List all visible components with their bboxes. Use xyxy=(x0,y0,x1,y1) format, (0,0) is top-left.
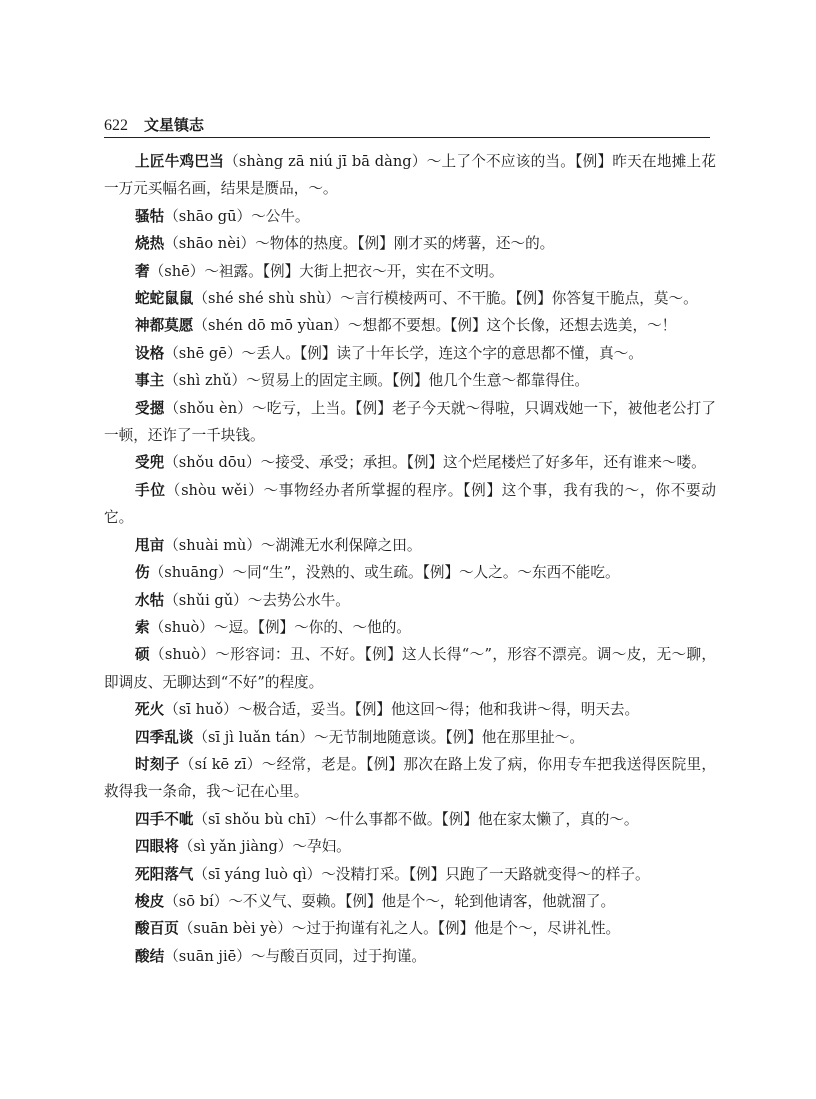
dictionary-entry xyxy=(104,696,716,723)
dictionary-entry xyxy=(104,559,716,586)
entry-headword: 甩亩 xyxy=(135,536,165,554)
dictionary-entry xyxy=(104,532,716,559)
entry-definition: （sī huǒ）～极合适，妥当。【例】他这回～得；他和我讲～得，明天去。 xyxy=(164,701,640,719)
entry-headword: 四季乱谈 xyxy=(135,728,194,746)
entry-definition: （sí kē zī）～经常，老是。【例】那次在路上发了病，你用专车把我送得医院里，救得我一条命，我～记在心里。 xyxy=(104,755,716,801)
dictionary-entry xyxy=(104,587,716,614)
entry-headword: 上匠牛鸡巴当 xyxy=(135,153,225,170)
dictionary-entry xyxy=(104,395,716,450)
entry-headword: 受兜 xyxy=(135,454,165,472)
dictionary-entry xyxy=(104,751,716,806)
running-header xyxy=(104,113,710,138)
entry-headword: 骚牯 xyxy=(135,207,165,225)
entry-headword: 时刻子 xyxy=(135,755,180,773)
entry-definition: （shǒu dōu）～接受、承受；承担。【例】这个烂尾楼烂了好多年，还有谁来～喽。 xyxy=(164,454,706,472)
entry-definition: （shē）～袒露。【例】大街上把衣～开，实在不文明。 xyxy=(149,262,504,280)
dictionary-entry xyxy=(104,449,716,476)
dictionary-entry xyxy=(104,258,716,285)
entry-definition: （sī yáng luò qì）～没精打采。【例】只跑了一天路就变得～的样子。 xyxy=(193,865,650,883)
entry-headword: 梭皮 xyxy=(135,892,165,910)
entry-headword: 受摁 xyxy=(135,399,165,417)
dictionary-entry xyxy=(104,724,716,751)
entry-headword: 水牯 xyxy=(135,591,165,609)
entry-headword: 死阳落气 xyxy=(135,865,194,883)
dictionary-entry xyxy=(104,641,716,696)
entry-definition: （sì yǎn jiàng）～孕妇。 xyxy=(178,838,351,856)
dictionary-entry xyxy=(104,888,716,915)
entry-definition: （shàng zā niú jī bā dàng）～上了个不应该的当。【例】昨天在地摊上花一万元买幅名画，结果是赝品，～。 xyxy=(104,153,716,198)
entry-headword: 蛇蛇鼠鼠 xyxy=(135,290,194,308)
entry-definition: （shǔi gǔ）～去势公水牛。 xyxy=(164,591,350,609)
dictionary-entry xyxy=(104,367,716,394)
entry-definition: （sī shǒu bù chī）～什么事都不做。【例】他在家太懒了，真的～。 xyxy=(193,810,639,828)
dictionary-entry xyxy=(104,614,716,641)
dictionary-entry xyxy=(104,915,716,942)
dictionary-entries xyxy=(104,148,716,970)
entry-definition: （shuài mù）～湖滩无水利保障之田。 xyxy=(164,536,422,554)
entry-headword: 神都莫愿 xyxy=(135,317,194,335)
entry-headword: 酸结 xyxy=(135,947,165,965)
dictionary-entry xyxy=(104,806,716,833)
dictionary-entry xyxy=(104,943,716,970)
entry-headword: 手位 xyxy=(135,481,166,499)
entry-definition: （sī jì luǎn tán）～无节制地随意谈。【例】他在那里扯～。 xyxy=(193,728,584,746)
entry-definition: （shāo nèi）～物体的热度。【例】刚才买的烤薯，还～的。 xyxy=(164,235,555,253)
dictionary-entry xyxy=(104,312,716,339)
book-title: 文星镇志 xyxy=(144,116,205,134)
entry-headword: 设格 xyxy=(135,344,165,362)
entry-headword: 伤 xyxy=(135,564,150,582)
entry-headword: 四眼将 xyxy=(135,838,179,856)
entry-definition: （shuò）～逗。【例】～你的、～他的。 xyxy=(149,618,411,636)
entry-headword: 烧热 xyxy=(135,235,165,253)
entry-definition: （shāo gū）～公牛。 xyxy=(164,207,310,225)
entry-definition: （shén dō mō yùan）～想都不要想。【例】这个长像，还想去选美，～！ xyxy=(193,317,677,335)
dictionary-entry xyxy=(104,230,716,257)
entry-definition: （shuāng）～同“生”，没熟的、或生疏。【例】～人之。～东西不能吃。 xyxy=(149,564,620,582)
page-number: 622 xyxy=(104,117,128,134)
entry-definition: （shé shé shù shù）～言行模棱两可、不干脆。【例】你答复干脆点，莫～。 xyxy=(193,290,698,308)
entry-definition: （shuò）～形容词：丑、不好。【例】这人长得“～”，形容不漂亮。调～皮，无～聊，即调皮、无聊达到“不好”的程度。 xyxy=(104,646,716,691)
entry-headword: 索 xyxy=(135,618,150,636)
entry-definition: （suān jiē）～与酸百页同，过于拘谨。 xyxy=(164,947,426,965)
dictionary-entry xyxy=(104,861,716,888)
entry-definition: （shì zhǔ）～贸易上的固定主顾。【例】他几个生意～都靠得住。 xyxy=(164,372,590,390)
dictionary-entry xyxy=(104,203,716,230)
entry-definition: （shǒu èn）～吃亏，上当。【例】老子今天就～得啦，只调戏她一下，被他老公打了一顿，还诈了一千块钱。 xyxy=(104,399,716,445)
entry-headword: 酸百页 xyxy=(135,920,179,938)
dictionary-entry xyxy=(104,285,716,312)
entry-headword: 四手不呲 xyxy=(135,810,194,828)
entry-headword: 奢 xyxy=(135,262,150,280)
entry-headword: 硕 xyxy=(135,646,150,664)
entry-definition: （shòu wěi）～事物经办者所掌握的程序。【例】这个事，我有我的～，你不要动它。 xyxy=(104,481,716,527)
entry-headword: 事主 xyxy=(135,372,165,390)
entry-headword: 死火 xyxy=(135,701,165,719)
dictionary-entry xyxy=(104,148,716,203)
entry-definition: （sō bí）～不义气、耍赖。【例】他是个～，轮到他请客，他就溜了。 xyxy=(164,892,616,910)
entry-definition: （shē gē）～丢人。【例】读了十年长学，连这个字的意思都不懂，真～。 xyxy=(164,344,643,362)
dictionary-entry xyxy=(104,477,716,532)
dictionary-entry xyxy=(104,340,716,367)
dictionary-entry xyxy=(104,833,716,860)
entry-definition: （suān bèi yè）～过于拘谨有礼之人。【例】他是个～，尽讲礼性。 xyxy=(178,920,621,938)
